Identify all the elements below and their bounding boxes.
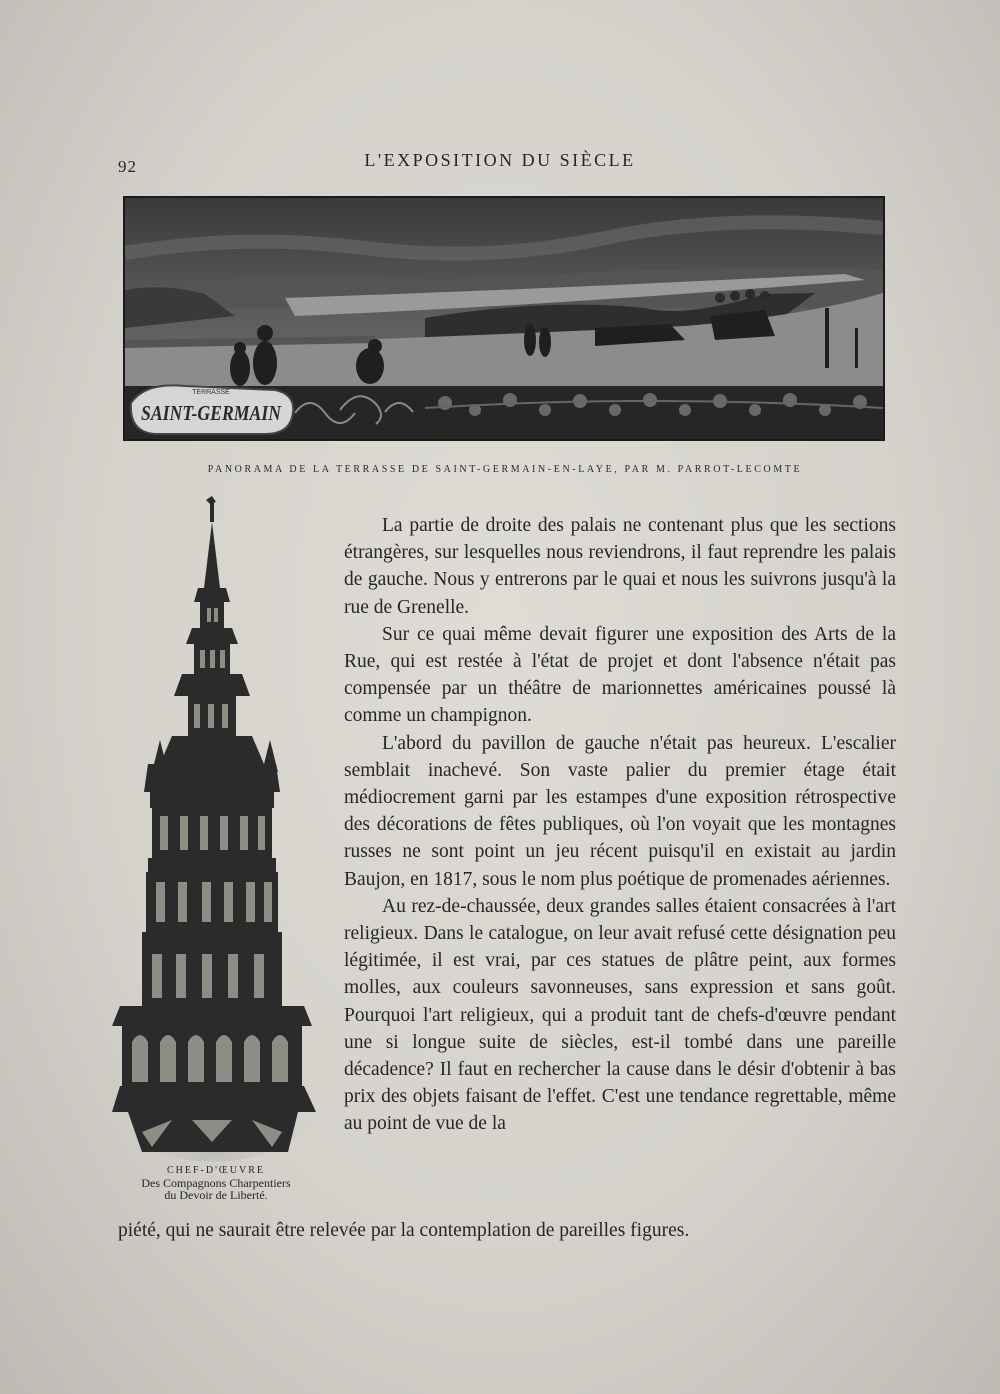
tower-illustration — [112, 492, 324, 1164]
paragraph: Au rez-de-chaussée, deux grandes salles étaient consacrées à l'art religieux. Dans le catalogue, on leur avait refusé cette désignation peu légitimée, il est vrai, par ces statues de plâtre peint, aux formes molles, aux couleurs savonneuses, sans expression et sans goût. Pourquoi l'art religieux, qui a produit tant de chefs-d'œuvre pendant une si longue suite de siècles, est-il tombé dans une pareille décadence? Il faut en rechercher la cause dans le désir d'obtenir à bas prix des objets faisant de l'effet. C'est une tendance regrettable, même au point de vue de la — [344, 895, 896, 1135]
paragraph: L'abord du pavillon de gauche n'était pas heureux. L'escalier semblait inachevé. Son vaste palier du premier étage était médiocrement garni par les estampes d'une exposition rétrospective des décorations de fêtes publiques, où l'on voyait que les montagnes russes ne sont point un jeu récent puisqu'il en existait au jardin Baujon, en 1817, sous le nom plus poétique de promenades aériennes. — [344, 732, 896, 890]
body-text — [344, 512, 896, 1138]
tower-caption — [112, 1165, 320, 1201]
panorama-illustration — [123, 196, 885, 441]
paragraph-last-line: piété, qui ne saurait être relevée par la contemplation de pareilles figures. — [118, 1220, 690, 1241]
paragraph: Sur ce quai même devait figurer une exposition des Arts de la Rue, qui est restée à l'état de projet et dont l'absence n'était pas compensée par un théâtre de marionnettes américaines poussé là comme un champignon. — [344, 623, 896, 727]
tower-caption-line2: du Devoir de Liberté. — [164, 1188, 268, 1202]
banner-title: SAINT-GERMAIN — [141, 401, 282, 425]
panorama-caption: PANORAMA DE LA TERRASSE DE SAINT-GERMAIN-EN-LAYE, PAR M. PARROT-LECOMTE — [207, 464, 803, 475]
tower-caption-line1: Des Compagnons Charpentiers — [141, 1176, 291, 1190]
page-number: 92 — [118, 157, 137, 176]
paragraph: La partie de droite des palais ne contenant plus que les sections étrangères, sur lesquelles nous reviendrons, il faut reprendre les palais de gauche. Nous y entrerons par le quai et nous les suivrons jusqu'à la rue de Grenelle. — [344, 515, 896, 618]
banner-small-text: TERRASSE — [192, 389, 230, 396]
tower-caption-title: CHEF-D'ŒUVRE — [166, 1165, 266, 1176]
running-title: L'EXPOSITION DU SIÈCLE — [364, 150, 636, 170]
